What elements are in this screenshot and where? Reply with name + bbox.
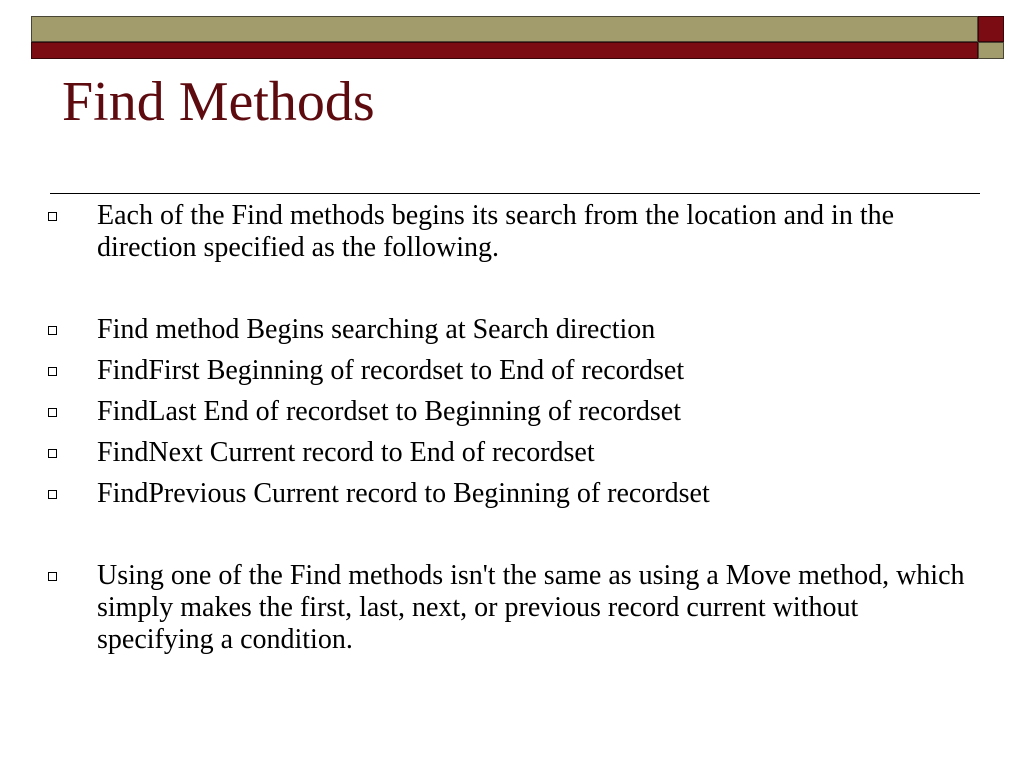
- corner-square-olive: [978, 42, 1004, 59]
- square-bullet-icon: [48, 408, 57, 417]
- square-bullet-icon: [48, 212, 57, 221]
- bullet-text: FindPrevious Current record to Beginning of recordset: [97, 478, 710, 509]
- square-bullet-icon: [48, 490, 57, 499]
- corner-square-maroon: [978, 16, 1004, 42]
- bullet-text: FindNext Current record to End of recordset: [97, 437, 595, 468]
- square-bullet-icon: [48, 572, 57, 581]
- title-divider: [50, 193, 980, 194]
- square-bullet-icon: [48, 449, 57, 458]
- square-bullet-icon: [48, 367, 57, 376]
- bullet-text: Each of the Find methods begins its search from the location and in the direction specified as the following.: [97, 200, 895, 263]
- bullet-text: Find method Begins searching at Search direction: [97, 314, 656, 345]
- bullet-text: Using one of the Find methods isn't the same as using a Move method, which simply makes the first, last, next, or previous record current without specifying a condition.: [97, 560, 965, 655]
- slide-title: Find Methods: [62, 71, 375, 133]
- header-band-olive: [31, 16, 978, 42]
- bullet-text: FindFirst Beginning of recordset to End of recordset: [97, 355, 685, 386]
- bullet-text: FindLast End of recordset to Beginning of recordset: [97, 396, 681, 427]
- square-bullet-icon: [48, 326, 57, 335]
- header-band-maroon: [31, 42, 978, 59]
